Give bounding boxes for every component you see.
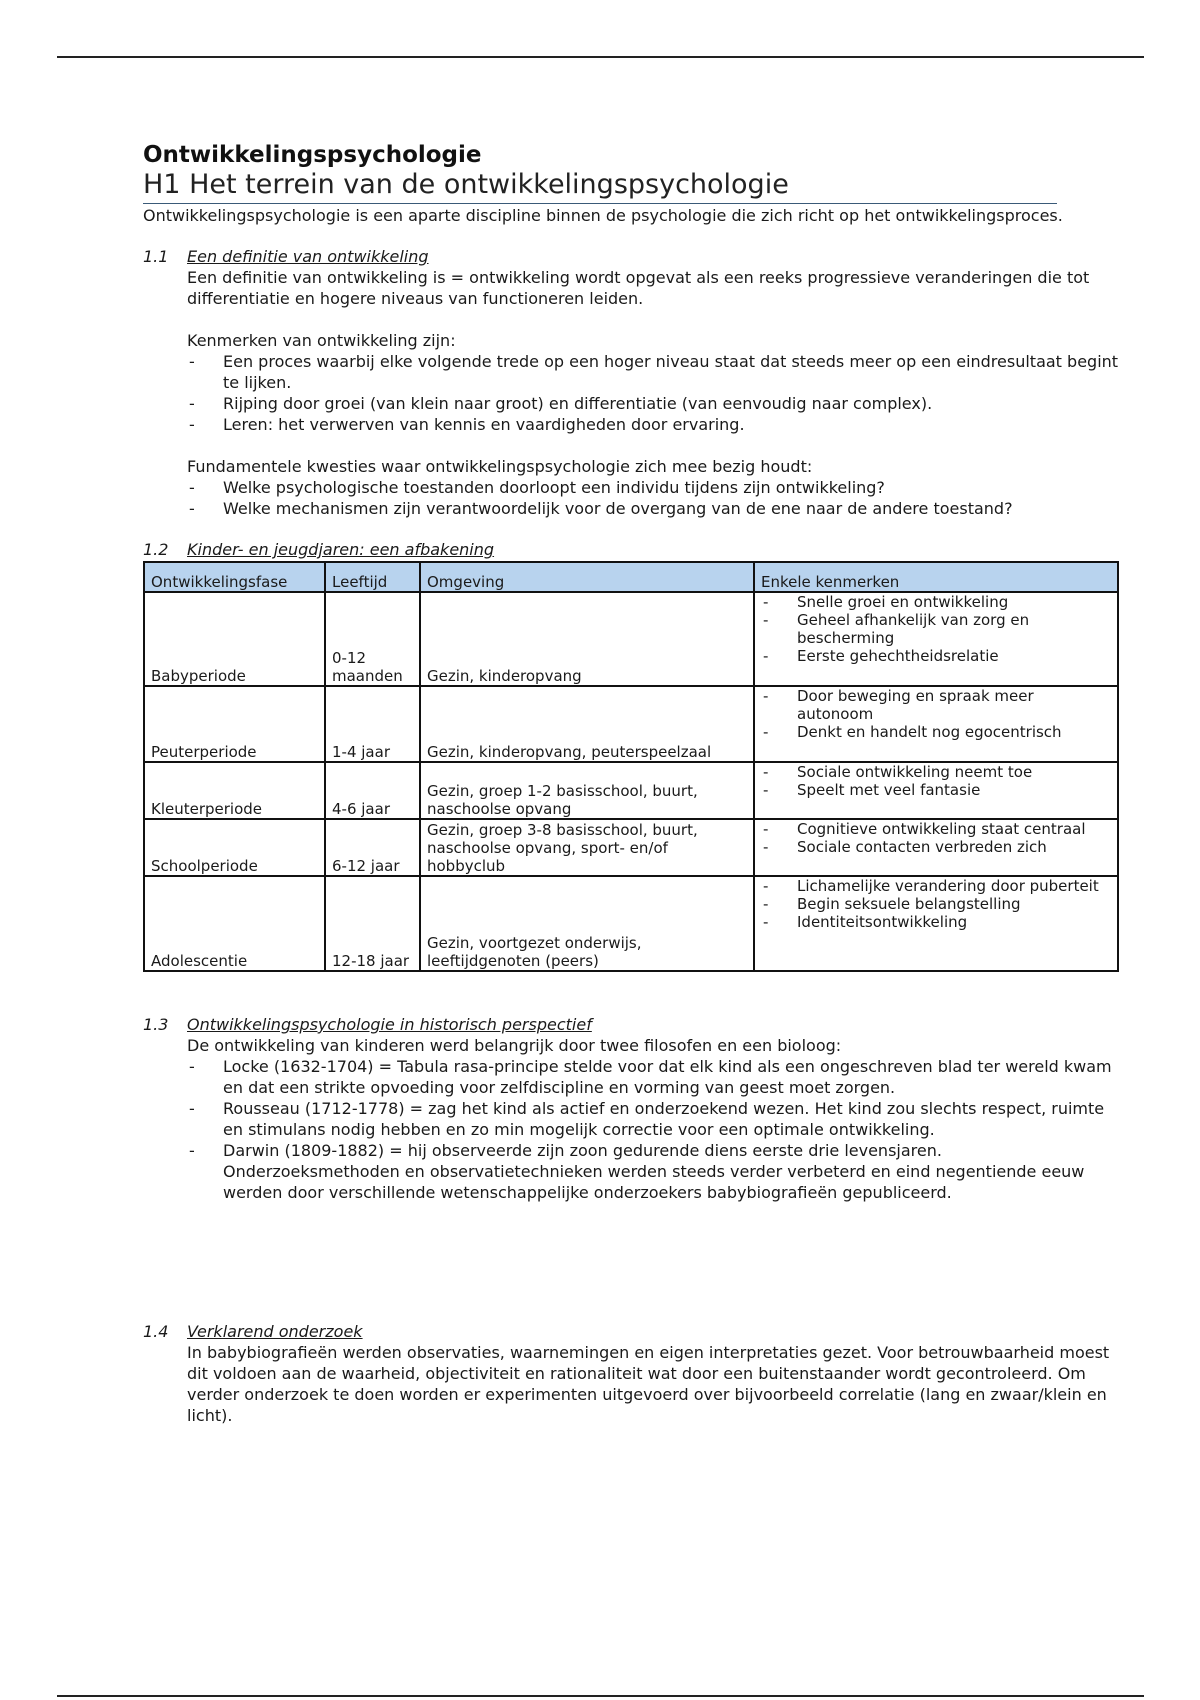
- table-cell: [754, 876, 1118, 971]
- column-header: Leeftijd: [325, 562, 420, 592]
- list-item: - Welke mechanismen zijn verantwoordelijk voor de overgang van de ene naar de andere toestand?: [187, 498, 1123, 519]
- list-item: - Door beweging en spraak meer autonoom: [761, 687, 1111, 723]
- column-header: Omgeving: [420, 562, 754, 592]
- table-cell: Kleuterperiode: [144, 762, 325, 819]
- section-heading: [143, 1014, 1123, 1035]
- column-header: Enkele kenmerken: [754, 562, 1118, 592]
- list-item: - Een proces waarbij elke volgende trede op een hoger niveau staat dat steeds meer op een eindresultaat begint te lijken.: [187, 351, 1123, 393]
- table-row: [144, 686, 1118, 762]
- table-cell: Gezin, voortgezet onderwijs, leeftijdgenoten (peers): [420, 876, 754, 971]
- list-item: - Lichamelijke verandering door puberteit: [761, 877, 1111, 895]
- table-cell: [754, 819, 1118, 876]
- table-row: [144, 592, 1118, 686]
- list-item: - Sociale contacten verbreden zich: [761, 838, 1111, 856]
- kwesties-intro: Fundamentele kwesties waar ontwikkelingspsychologie zich mee bezig houdt:: [187, 457, 813, 476]
- list-item: - Speelt met veel fantasie: [761, 781, 1111, 799]
- chapter-intro: Ontwikkelingspsychologie is een aparte discipline binnen de psychologie die zich richt op het ontwikkelingsproces.: [143, 206, 1063, 225]
- footer-rule: [57, 1695, 1144, 1697]
- list-item: - Cognitieve ontwikkeling staat centraal: [761, 820, 1111, 838]
- list-item: - Geheel afhankelijk van zorg en bescherming: [761, 611, 1111, 647]
- table-cell: Babyperiode: [144, 592, 325, 686]
- section-heading: [143, 539, 1123, 560]
- table-header-row: [144, 562, 1118, 592]
- section-number: 1.3: [143, 1015, 169, 1034]
- section-title: Kinder- en jeugdjaren: een afbakening: [187, 540, 495, 559]
- list-item: - Snelle groei en ontwikkeling: [761, 593, 1111, 611]
- section-number: 1.2: [143, 540, 169, 559]
- list-item: - Darwin (1809-1882) = hij observeerde zijn zoon gedurende diens eerste drie levensjaren. Onderzoeksmethoden en observatietechnieken werden steeds verder verbeterd en eind negentiende eeuw werden door verschillende wetenschappelijke onderzoekers babybiografieën gepubliceerd.: [187, 1140, 1123, 1203]
- table-cell: 4-6 jaar: [325, 762, 420, 819]
- table-row: [144, 819, 1118, 876]
- document-body: [143, 141, 1123, 1426]
- table-cell: 1-4 jaar: [325, 686, 420, 762]
- list-item: - Eerste gehechtheidsrelatie: [761, 647, 1111, 665]
- section-heading: [143, 246, 1123, 267]
- document-title: Ontwikkelingspsychologie: [143, 142, 482, 168]
- header-rule: [57, 56, 1144, 58]
- list-item: - Rijping door groei (van klein naar groot) en differentiatie (van eenvoudig naar complex).: [187, 393, 1123, 414]
- table-cell: [754, 592, 1118, 686]
- list-item: - Rousseau (1712-1778) = zag het kind als actief en onderzoekend wezen. Het kind zou slechts respect, ruimte en stimulans nodig hebben en zo min mogelijk correctie voor een optimale ontwikkeling.: [187, 1098, 1123, 1140]
- kenmerken-intro: Kenmerken van ontwikkeling zijn:: [187, 331, 456, 350]
- kwesties-list: [187, 477, 1123, 519]
- list-item: - Welke psychologische toestanden doorloopt een individu tijdens zijn ontwikkeling?: [187, 477, 1123, 498]
- list-item: - Identiteitsontwikkeling: [761, 913, 1111, 931]
- section-title: Een definitie van ontwikkeling: [187, 247, 429, 266]
- table-cell: Gezin, kinderopvang, peuterspeelzaal: [420, 686, 754, 762]
- kenmerken-list: [187, 351, 1123, 435]
- section-1-1: [143, 246, 1123, 519]
- section-title: Verklarend onderzoek: [187, 1322, 363, 1341]
- section-title: Ontwikkelingspsychologie in historisch perspectief: [187, 1015, 592, 1034]
- list-item: - Sociale ontwikkeling neemt toe: [761, 763, 1111, 781]
- table-row: [144, 762, 1118, 819]
- table-cell: Adolescentie: [144, 876, 325, 971]
- table-cell: 12-18 jaar: [325, 876, 420, 971]
- list-item: - Begin seksuele belangstelling: [761, 895, 1111, 913]
- history-list: [187, 1056, 1123, 1203]
- table-cell: Gezin, groep 3-8 basisschool, buurt, naschoolse opvang, sport- en/of hobbyclub: [420, 819, 754, 876]
- table-cell: [754, 686, 1118, 762]
- table-cell: Peuterperiode: [144, 686, 325, 762]
- research-paragraph: In babybiografieën werden observaties, waarnemingen en eigen interpretaties gezet. Voor betrouwbaarheid moest dit voldoen aan de waarheid, objectiviteit en rationaliteit wat door een buitenstaander wordt gecontroleerd. Om verder onderzoek te doen worden er experimenten uitgevoerd over bijvoorbeeld correlatie (lang en zwaar/klein en licht).: [187, 1343, 1110, 1425]
- table-row: [144, 876, 1118, 971]
- section-heading: [143, 1321, 1123, 1342]
- section-number: 1.1: [143, 247, 169, 266]
- table-cell: 6-12 jaar: [325, 819, 420, 876]
- table-cell: [754, 762, 1118, 819]
- history-intro: De ontwikkeling van kinderen werd belangrijk door twee filosofen en een bioloog:: [187, 1036, 842, 1055]
- section-1-4: [143, 1321, 1123, 1426]
- section-1-2: [143, 539, 1123, 972]
- list-item: - Denkt en handelt nog egocentrisch: [761, 723, 1111, 741]
- table-cell: Schoolperiode: [144, 819, 325, 876]
- section-number: 1.4: [143, 1322, 169, 1341]
- table-cell: Gezin, kinderopvang: [420, 592, 754, 686]
- list-item: - Leren: het verwerven van kennis en vaardigheden door ervaring.: [187, 414, 1123, 435]
- definition-paragraph: Een definitie van ontwikkeling is = ontwikkeling wordt opgevat als een reeks progressieve veranderingen die tot differentiatie en hogere niveaus van functioneren leiden.: [187, 268, 1090, 308]
- list-item: - Locke (1632-1704) = Tabula rasa-principe stelde voor dat elk kind als een ongeschreven blad ter wereld kwam en dat een strikte opvoeding voor zelfdiscipline en vorming van geest moet zorgen.: [187, 1056, 1123, 1098]
- table-cell: 0-12 maanden: [325, 592, 420, 686]
- column-header: Ontwikkelingsfase: [144, 562, 325, 592]
- section-1-3: [143, 1014, 1123, 1203]
- chapter-heading: H1 Het terrein van de ontwikkelingspsychologie: [143, 169, 1057, 204]
- table-cell: Gezin, groep 1-2 basisschool, buurt, naschoolse opvang: [420, 762, 754, 819]
- development-phases-table: [143, 561, 1119, 972]
